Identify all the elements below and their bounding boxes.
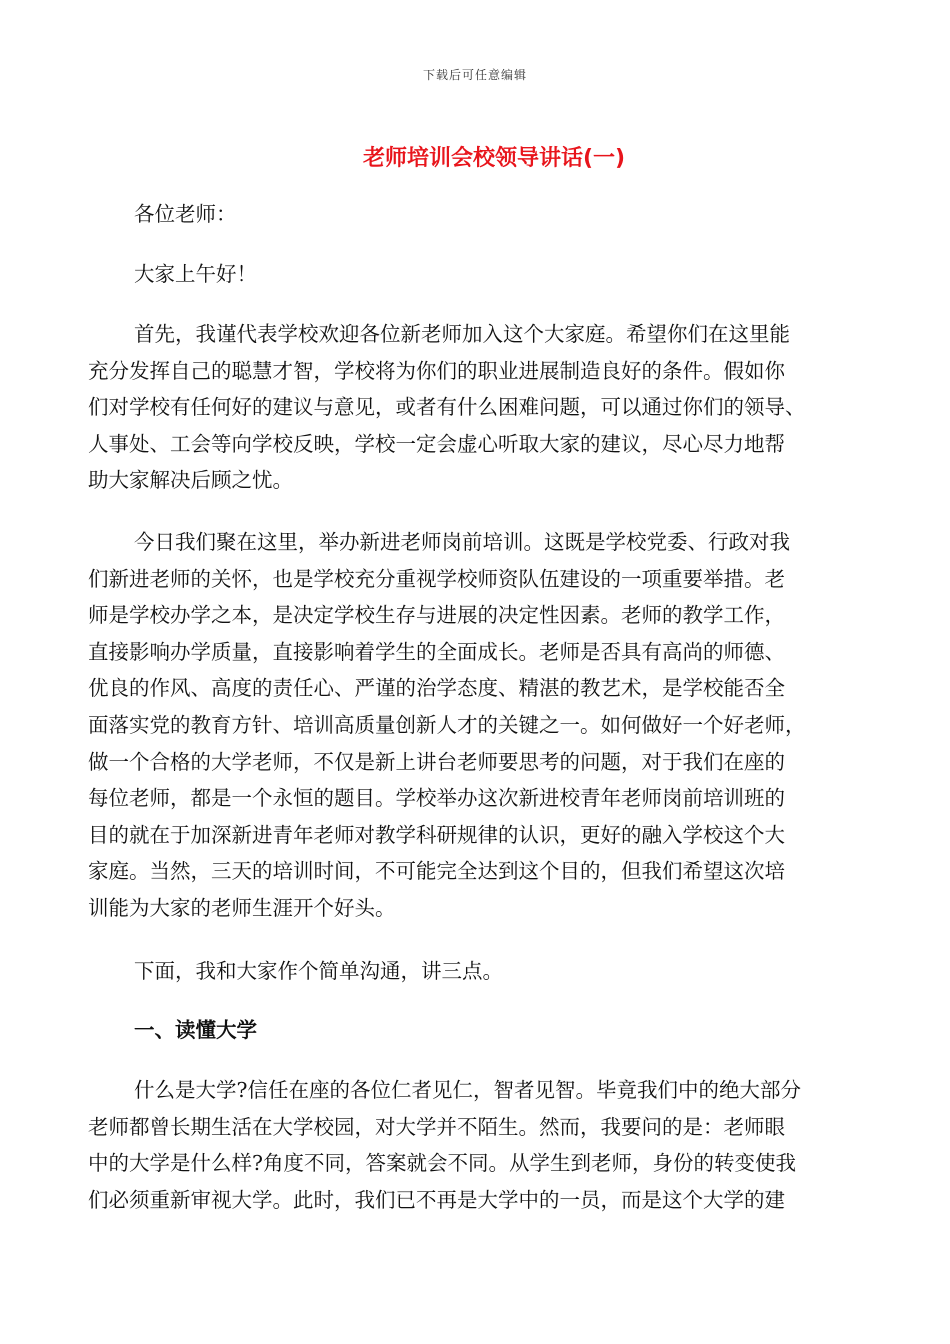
paragraph-line: 们必须重新审视大学。此时，我们已不再是大学中的一员，而是这个大学的建: [88, 1187, 785, 1212]
paragraph-line: 师是学校办学之本，是决定学校生存与进展的决定性因素。老师的教学工作，: [88, 603, 785, 628]
paragraph-line: 面落实党的教育方针、培训高质量创新人才的关键之一。如何做好一个好老师，: [88, 712, 806, 737]
paragraph-line: 做一个合格的大学老师，不仅是新上讲台老师要思考的问题，对于我们在座的: [88, 749, 785, 774]
paragraph-line: 老师都曾长期生活在大学校园，对大学并不陌生。然而，我要问的是：老师眼: [88, 1114, 785, 1139]
paragraph-line: 优良的作风、高度的责任心、严谨的治学态度、精湛的教艺术，是学校能否全: [88, 676, 785, 701]
paragraph-3: [88, 953, 860, 990]
document-title: 老师培训会校领导讲话(一): [363, 146, 626, 171]
paragraph-line: 今日我们聚在这里，举办新进老师岗前培训。这既是学校党委、行政对我: [134, 530, 790, 554]
paragraph-line: 中的大学是什么样?角度不同，答案就会不同。从学生到老师，身份的转变使我: [88, 1151, 796, 1176]
section-heading: [88, 1012, 860, 1049]
greeting-line: 各位老师：: [134, 202, 237, 226]
paragraph-4: [88, 1072, 860, 1218]
paragraph-line: 下面，我和大家作个简单沟通，讲三点。: [134, 959, 503, 983]
greeting-2: [88, 256, 860, 293]
paragraph-line: 什么是大学?信任在座的各位仁者见仁，智者见智。毕竟我们中的绝大部分: [134, 1078, 801, 1102]
paragraph-line: 人事处、工会等向学校反映，学校一定会虚心听取大家的建议，尽心尽力地帮: [88, 431, 785, 456]
page-header: 下载后可任意编辑: [422, 68, 527, 82]
paragraph-line: 充分发挥自己的聪慧才智，学校将为你们的职业进展制造良好的条件。假如你: [88, 358, 785, 383]
greeting2-line: 大家上午好！: [134, 262, 257, 286]
paragraph-line: 助大家解决后顾之忧。: [88, 468, 293, 493]
paragraph-2: [88, 524, 860, 927]
paragraph-line: 首先，我谨代表学校欢迎各位新老师加入这个大家庭。希望你们在这里能: [134, 322, 790, 346]
paragraph-1: [88, 316, 860, 499]
paragraph-line: 直接影响办学质量，直接影响着学生的全面成长。老师是否具有高尚的师德、: [88, 639, 785, 664]
paragraph-line: 目的就在于加深新进青年老师对教学科研规律的认识，更好的融入学校这个大: [88, 822, 785, 847]
paragraph-line: 每位老师，都是一个永恒的题目。学校举办这次新进校青年老师岗前培训班的: [88, 786, 785, 811]
section-heading-text: 一、读懂大学: [134, 1018, 257, 1042]
paragraph-line: 们新进老师的关怀，也是学校充分重视学校师资队伍建设的一项重要举措。老: [88, 566, 785, 591]
paragraph-line: 们对学校有任何好的建议与意见，或者有什么困难问题，可以通过你们的领导、: [88, 395, 806, 420]
paragraph-line: 训能为大家的老师生涯开个好头。: [88, 895, 396, 920]
greeting: [88, 196, 860, 233]
paragraph-line: 家庭。当然，三天的培训时间，不可能完全达到这个目的，但我们希望这次培: [88, 859, 785, 884]
